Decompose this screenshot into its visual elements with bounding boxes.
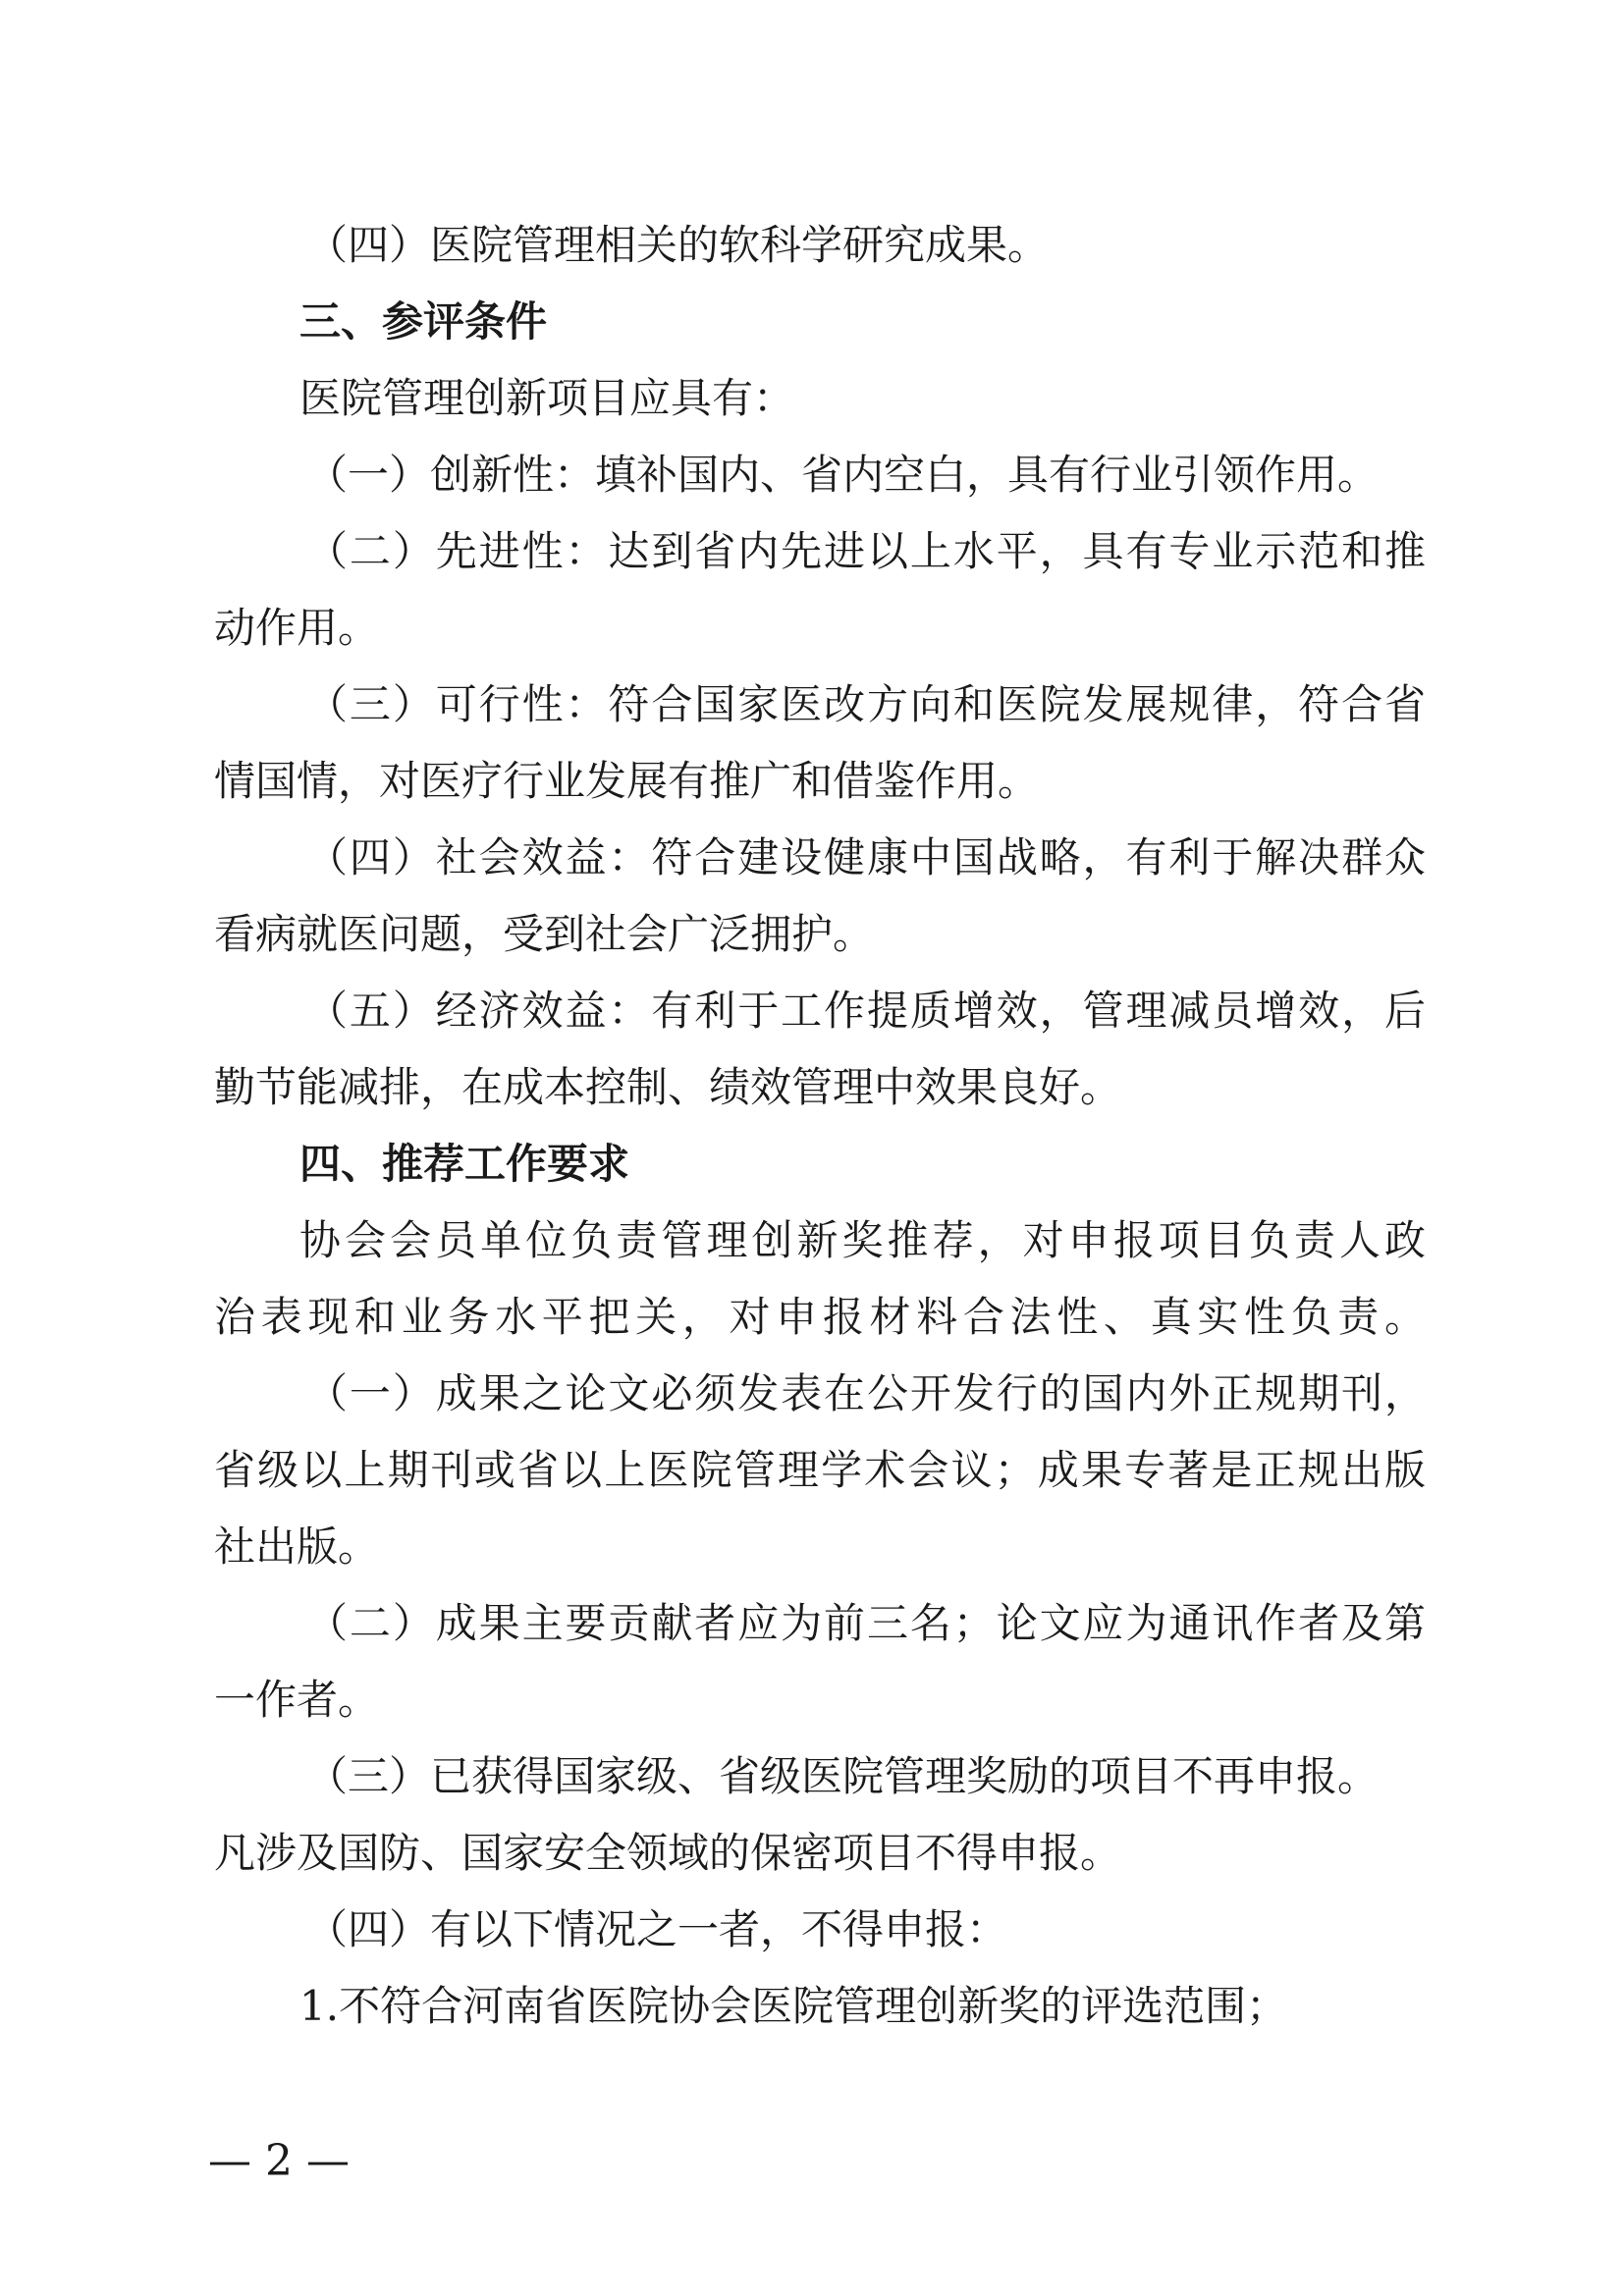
paragraph-line: （一）创新性：填补国内、省内空白，具有行业引领作用。	[306, 451, 1380, 499]
paragraph-line: 看病就医问题，受到社会广泛拥护。	[214, 910, 875, 958]
page-number: — 2 —	[208, 2136, 350, 2186]
paragraph-line: （四）医院管理相关的软科学研究成果。	[306, 221, 1050, 269]
paragraph-line: 医院管理创新项目应具有：	[299, 374, 795, 422]
paragraph-line: （五）经济效益：有利于工作提质增效，管理减员增效，后	[306, 987, 1426, 1035]
paragraph-line: 勤节能减排，在成本控制、绩效管理中效果良好。	[214, 1063, 1122, 1111]
section-heading: 三、参评条件	[299, 297, 548, 346]
paragraph-line: 社出版。	[214, 1522, 380, 1571]
paragraph-line: 治表现和业务水平把关，对申报材料合法性、真实性负责。	[214, 1293, 1426, 1341]
paragraph-line: （三）可行性：符合国家医改方向和医院发展规律，符合省	[306, 680, 1426, 728]
paragraph-line: 动作用。	[214, 604, 380, 652]
paragraph-line: （四）有以下情况之一者，不得申报：	[306, 1905, 1008, 1953]
paragraph-line: 情国情，对医疗行业发展有推广和借鉴作用。	[214, 757, 1040, 805]
paragraph-line: 凡涉及国防、国家安全领域的保密项目不得申报。	[214, 1829, 1122, 1877]
paragraph-line: （二）先进性：达到省内先进以上水平，具有专业示范和推	[306, 527, 1426, 575]
paragraph-line: 1.不符合河南省医院协会医院管理创新奖的评选范围；	[299, 1982, 1288, 2030]
section-heading: 四、推荐工作要求	[299, 1140, 630, 1188]
paragraph-line: （四）社会效益：符合建设健康中国战略，有利于解决群众	[306, 833, 1426, 881]
paragraph-line: （二）成果主要贡献者应为前三名；论文应为通讯作者及第	[306, 1599, 1426, 1647]
paragraph-line: 省级以上期刊或省以上医院管理学术会议；成果专著是正规出版	[214, 1446, 1426, 1494]
paragraph-line: 一作者。	[214, 1676, 380, 1724]
paragraph-line: （一）成果之论文必须发表在公开发行的国内外正规期刊，	[306, 1369, 1426, 1417]
paragraph-line: 协会会员单位负责管理创新奖推荐，对申报项目负责人政	[299, 1216, 1426, 1264]
paragraph-line: （三）已获得国家级、省级医院管理奖励的项目不再申报。	[306, 1752, 1380, 1800]
